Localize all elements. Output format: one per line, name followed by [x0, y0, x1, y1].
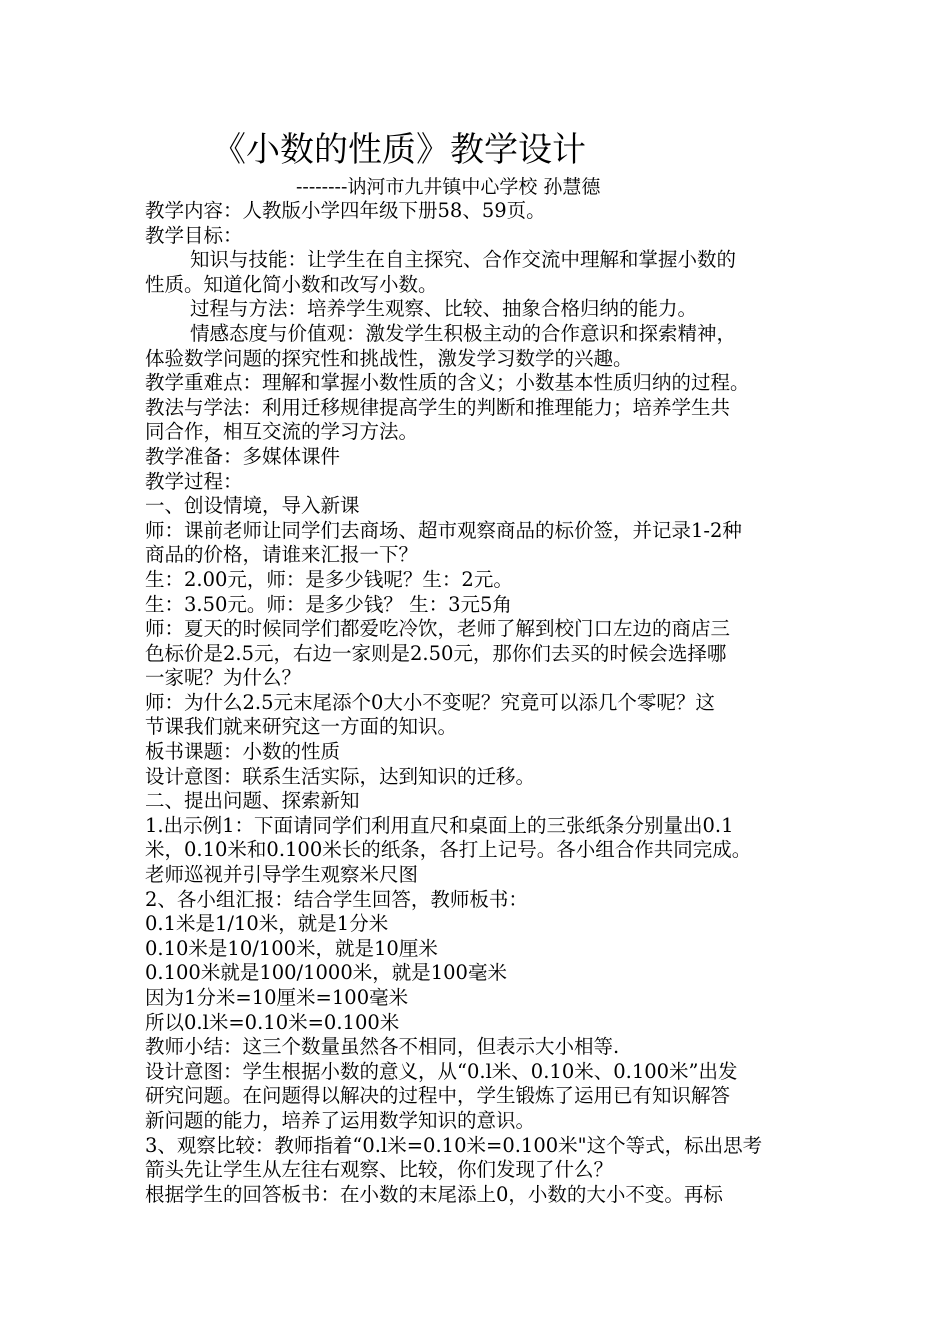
- text-line: 设计意图：联系生活实际，达到知识的迁移。: [145, 764, 536, 788]
- text-line: 米，0.10米和0.100米长的纸条，各打上记号。各小组合作共同完成。: [145, 838, 752, 862]
- text-line: 同合作，相互交流的学习方法。: [145, 420, 419, 444]
- text-line: 教师小结：这三个数量虽然各不相同，但表示大小相等.: [145, 1035, 620, 1059]
- text-line: 新问题的能力，培养了运用数学知识的意识。: [145, 1108, 536, 1132]
- text-line: 0.100米就是100/1000米，就是100毫米: [145, 961, 507, 985]
- text-line: 教学目标：: [145, 223, 243, 247]
- text-line: 箭头先让学生从左往右观察、比较，你们发现了什么？: [145, 1158, 614, 1182]
- text-line: 生：2.00元，师：是多少钱呢？生：2元。: [145, 567, 513, 591]
- text-line: 教学重难点：理解和掌握小数性质的含义；小数基本性质归纳的过程。: [145, 371, 750, 395]
- text-line: 一、创设情境，导入新课: [145, 494, 360, 518]
- text-line: 色标价是2.5元，右边一家则是2.50元，那你们去买的时候会选择哪: [145, 641, 727, 665]
- text-line: 0.1米是1/10米，就是1分米: [145, 912, 389, 936]
- text-line: 教学过程：: [145, 469, 243, 493]
- text-line: 教学准备：多媒体课件: [145, 444, 341, 468]
- text-line: 2、各小组汇报：结合学生回答，教师板书：: [145, 887, 528, 911]
- text-line: 商品的价格，请谁来汇报一下？: [145, 543, 419, 567]
- text-line: 生：3.50元。师：是多少钱？ 生：3元5角: [145, 592, 512, 616]
- text-line: 过程与方法：培养学生观察、比较、抽象合格归纳的能力。: [190, 297, 698, 321]
- text-line: 性质。知道化简小数和改写小数。: [145, 272, 438, 296]
- text-line: 教学内容：人教版小学四年级下册58、59页。: [145, 199, 546, 222]
- text-line: 体验数学问题的探究性和挑战性，激发学习数学的兴趣。: [145, 346, 633, 370]
- text-line: 3、观察比较：教师指着“0.l米=0.10米=0.100米"这个等式，标出思考: [145, 1133, 763, 1157]
- text-line: 因为1分米=10厘米=100毫米: [145, 986, 409, 1009]
- text-line: 节课我们就来研究这一方面的知识。: [145, 715, 458, 739]
- document-title: 《小数的性质》教学设计: [212, 130, 586, 170]
- document-author: --------讷河市九井镇中心学校 孙慧德: [296, 176, 601, 198]
- text-line: 师：夏天的时候同学们都爱吃冷饮，老师了解到校门口左边的商店三: [145, 617, 731, 641]
- text-line: 板书课题：小数的性质: [145, 740, 341, 764]
- text-line: 1.出示例1：下面请同学们利用直尺和桌面上的三张纸条分别量出0.1: [145, 813, 734, 837]
- document-body: [145, 199, 825, 1207]
- text-line: 老师巡视并引导学生观察米尺图: [145, 863, 419, 887]
- text-line: 根据学生的回答板书：在小数的末尾添上0，小数的大小不变。再标: [145, 1182, 723, 1206]
- text-line: 一家呢？为什么？: [145, 666, 302, 690]
- text-line: 教法与学法：利用迁移规律提高学生的判断和推理能力；培养学生共: [145, 395, 731, 419]
- text-line: 师：为什么2.5元末尾添个0大小不变呢？究竟可以添几个零呢？这: [145, 690, 715, 714]
- text-line: 二、提出问题、探索新知: [145, 789, 360, 813]
- text-line: 师：课前老师让同学们去商场、超市观察商品的标价签，并记录1-2种: [145, 518, 742, 542]
- text-line: 所以0.l米=0.10米=0.100米: [145, 1010, 400, 1034]
- text-line: 设计意图：学生根据小数的意义，从“0.l米、0.10米、0.100米”出发: [145, 1059, 738, 1083]
- text-line: 研究问题。在问题得以解决的过程中，学生锻炼了运用已有知识解答: [145, 1084, 731, 1108]
- text-line: 0.10米是10/100米，就是10厘米: [145, 936, 438, 960]
- text-line: 情感态度与价值观：激发学生积极主动的合作意识和探索精神，: [190, 321, 737, 345]
- text-line: 知识与技能：让学生在自主探究、合作交流中理解和掌握小数的: [190, 248, 737, 272]
